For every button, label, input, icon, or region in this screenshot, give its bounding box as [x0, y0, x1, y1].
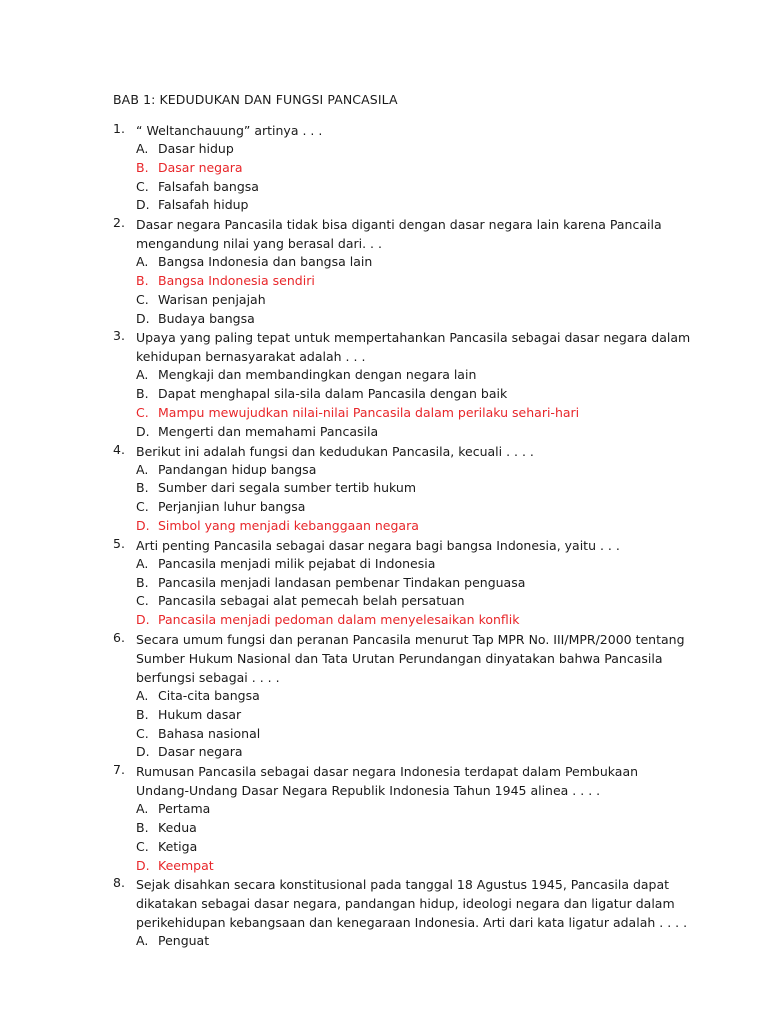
answer-option — [136, 819, 693, 838]
option-text: Warisan penjajah — [158, 291, 266, 307]
option-text: Mampu mewujudkan nilai-nilai Pancasila dalam perilaku sehari-hari — [158, 404, 580, 420]
option-letter: A. — [136, 141, 149, 156]
answer-options — [136, 555, 693, 630]
option-text: Ketiga — [158, 838, 198, 854]
answer-option — [136, 366, 693, 385]
question-number: 8. — [113, 875, 125, 891]
option-text: Hukum dasar — [158, 706, 242, 722]
option-letter: B. — [136, 480, 149, 496]
question-text: Secara umum fungsi dan peranan Pancasila menurut Tap MPR No. III/MPR/2000 tentang Sumber Hukum Nasional dan Tata Urutan Perundangan dinyatakan bahwa Pancasila berfungsi sebagai . . . . — [136, 631, 685, 685]
option-letter: B. — [136, 386, 149, 402]
option-letter: B. — [136, 574, 149, 590]
answer-option-correct — [136, 159, 693, 178]
option-letter: C. — [136, 725, 149, 741]
option-letter: A. — [136, 933, 149, 949]
option-text: Falsafah bangsa — [158, 178, 259, 194]
answer-option-correct — [136, 272, 693, 291]
question-6 — [113, 630, 693, 762]
answer-options — [136, 366, 693, 441]
question-text: Upaya yang paling tepat untuk mempertahankan Pancasila sebagai dasar negara dalam kehidupan bernasyarakat adalah . . . — [136, 330, 691, 365]
option-letter: D. — [136, 612, 150, 628]
option-text: Kedua — [158, 819, 197, 835]
option-text: Bahasa nasional — [158, 725, 261, 741]
option-letter: B. — [136, 272, 149, 288]
answer-option-correct — [136, 404, 693, 423]
answer-options — [136, 687, 693, 762]
option-text: Dapat menghapal sila-sila dalam Pancasila dengan baik — [158, 386, 508, 402]
question-number: 7. — [113, 762, 125, 778]
option-letter: B. — [136, 819, 149, 835]
answer-option — [136, 555, 693, 574]
answer-option — [136, 479, 693, 498]
option-letter: C. — [136, 593, 149, 609]
option-text: Simbol yang menjadi kebanggaan negara — [158, 517, 419, 533]
option-text: Pancasila menjadi landasan pembenar Tindakan penguasa — [158, 574, 526, 590]
option-text: Pandangan hidup bangsa — [158, 461, 317, 477]
question-4 — [113, 442, 693, 536]
question-text: Dasar negara Pancasila tidak bisa diganti dengan dasar negara lain karena Pancaila mengandung nilai yang berasal dari. . . — [136, 217, 662, 252]
option-letter: D. — [136, 310, 150, 326]
answer-options — [136, 932, 693, 951]
option-letter: A. — [136, 367, 149, 383]
option-letter: C. — [136, 291, 149, 307]
answer-options — [136, 800, 693, 875]
option-text: Mengerti dan memahami Pancasila — [158, 423, 379, 439]
option-letter: D. — [136, 857, 150, 873]
option-text: Dasar negara — [158, 744, 243, 760]
option-text: Perjanjian luhur bangsa — [158, 499, 306, 515]
option-letter: B. — [136, 159, 149, 175]
answer-option — [136, 196, 693, 215]
question-number: 5. — [113, 535, 125, 551]
option-letter: D. — [136, 517, 150, 533]
option-letter: A. — [136, 801, 149, 817]
option-text: Bangsa Indonesia sendiri — [158, 272, 315, 288]
option-text: Cita-cita bangsa — [158, 687, 260, 703]
option-letter: C. — [136, 178, 149, 194]
option-letter: C. — [136, 499, 149, 515]
answer-options — [136, 140, 693, 215]
answer-option — [136, 310, 693, 329]
option-text: Pertama — [158, 801, 211, 817]
option-letter: D. — [136, 197, 150, 213]
question-3 — [113, 328, 693, 441]
answer-option — [136, 461, 693, 480]
option-text: Penguat — [158, 933, 210, 949]
question-text: “ Weltanchauung” artinya . . . — [136, 123, 323, 138]
answer-option — [136, 706, 693, 725]
answer-option — [136, 423, 693, 442]
question-1 — [113, 121, 693, 215]
answer-option — [136, 291, 693, 310]
option-letter: A. — [136, 461, 149, 477]
answer-options — [136, 253, 693, 328]
option-letter: B. — [136, 706, 149, 722]
option-letter: A. — [136, 555, 149, 571]
question-text: Sejak disahkan secara konstitusional pada tanggal 18 Agustus 1945, Pancasila dapat dikatakan sebagai dasar negara, pandangan hidup, ideologi negara dan ligatur dalam perikehidupan kebangsaan dan kenegaraan Indonesia. Arti dari kata ligatur adalah . . . . — [136, 877, 688, 931]
question-number: 1. — [113, 121, 125, 136]
question-2 — [113, 215, 693, 328]
answer-option — [136, 800, 693, 819]
option-text: Dasar hidup — [158, 141, 234, 156]
question-8 — [113, 875, 693, 951]
answer-option-correct — [136, 517, 693, 536]
option-text: Keempat — [158, 857, 214, 873]
option-text: Mengkaji dan membandingkan dengan negara lain — [158, 367, 477, 383]
option-text: Sumber dari segala sumber tertib hukum — [158, 480, 417, 496]
question-text: Rumusan Pancasila sebagai dasar negara Indonesia terdapat dalam Pembukaan Undang-Undang Dasar Negara Republik Indonesia Tahun 1945 alinea . . . . — [136, 764, 639, 799]
option-text: Pancasila sebagai alat pemecah belah persatuan — [158, 593, 465, 609]
answer-option — [136, 385, 693, 404]
question-list — [113, 121, 693, 951]
option-text: Dasar negara — [158, 159, 243, 175]
answer-option — [136, 838, 693, 857]
answer-option — [136, 253, 693, 272]
answer-option — [136, 725, 693, 744]
option-letter: D. — [136, 744, 150, 760]
question-number: 3. — [113, 328, 125, 344]
answer-option — [136, 932, 693, 951]
option-letter: A. — [136, 687, 149, 703]
answer-option — [136, 178, 693, 197]
answer-option-correct — [136, 857, 693, 876]
chapter-title: BAB 1: KEDUDUKAN DAN FUNGSI PANCASILA — [113, 92, 398, 107]
option-text: Pancasila menjadi milik pejabat di Indonesia — [158, 555, 436, 571]
option-letter: C. — [136, 404, 149, 420]
answer-option — [136, 498, 693, 517]
option-text: Pancasila menjadi pedoman dalam menyelesaikan konflik — [158, 612, 520, 628]
question-5 — [113, 536, 693, 630]
answer-option — [136, 687, 693, 706]
option-text: Falsafah hidup — [158, 197, 249, 213]
option-text: Budaya bangsa — [158, 310, 255, 326]
question-text: Arti penting Pancasila sebagai dasar negara bagi bangsa Indonesia, yaitu . . . — [136, 537, 620, 553]
answer-option — [136, 140, 693, 159]
answer-options — [136, 461, 693, 536]
question-number: 2. — [113, 215, 125, 231]
question-text: Berikut ini adalah fungsi dan kedudukan Pancasila, kecuali . . . . — [136, 443, 534, 459]
option-text: Bangsa Indonesia dan bangsa lain — [158, 254, 373, 270]
question-number: 6. — [113, 629, 125, 645]
answer-option-correct — [136, 611, 693, 630]
question-7 — [113, 762, 693, 875]
option-letter: D. — [136, 423, 150, 439]
answer-option — [136, 592, 693, 611]
answer-option — [136, 743, 693, 762]
option-letter: A. — [136, 254, 149, 270]
question-number: 4. — [113, 441, 125, 457]
answer-option — [136, 574, 693, 593]
option-letter: C. — [136, 838, 149, 854]
